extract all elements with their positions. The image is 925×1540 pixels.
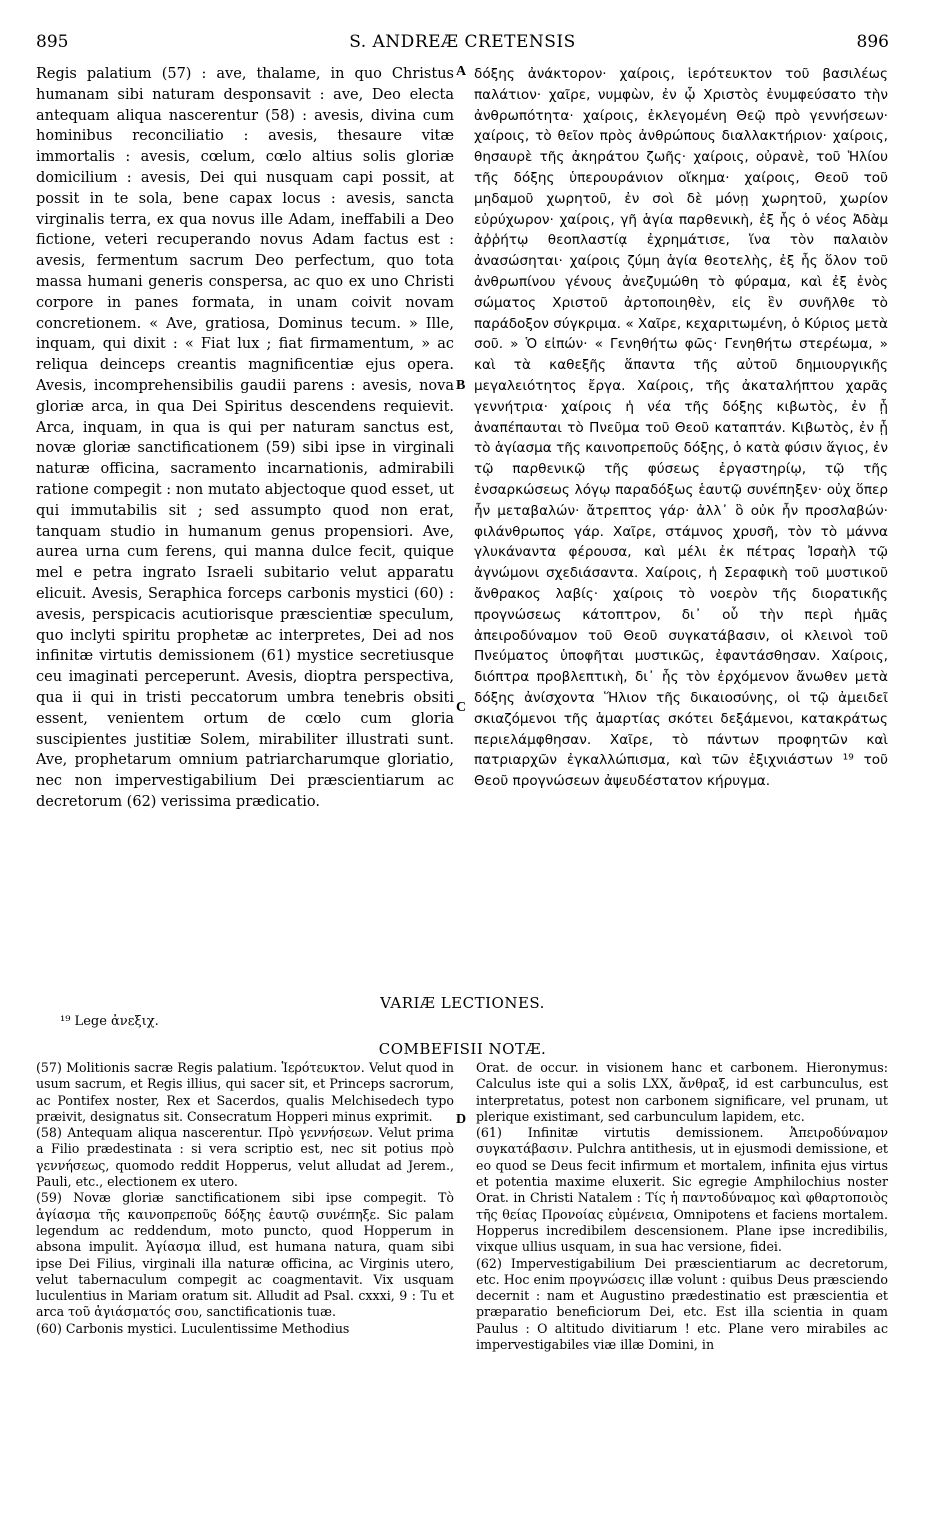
note-paragraph: (60) Carbonis mystici. Luculentissime Methodius bbox=[36, 1320, 350, 1336]
latin-column bbox=[36, 64, 454, 813]
note-paragraph: (59) Novæ gloriæ sanctificationem sibi ipse compegit. Τὸ ἁγίασμα τῆς καινοπρεποῦς δόξης ἑαυτῷ συνέπηξε. Sic palam legendum ac reddendum, moto puncto, quod Hopperum in absona impulit. Ἁγίασμα illud, est humana natura, quam sibi ipse Dei Filius, virginali illa naturæ officina, ac Virginis utero, velut tabernaculum compegit ac coagmentavit. Vix usquam luculentius in Mariam oratum sit. Alludit ad Psal. cxxxi, 9 : Tu et arca τοῦ ἁγιάσματός σου, sanctificationis tuæ. bbox=[36, 1190, 454, 1320]
notes-title: COMBEFISII NOTÆ. bbox=[378, 1040, 547, 1058]
greek-column bbox=[474, 64, 888, 792]
footnote: ¹⁹ Lege ἀνεξιχ. bbox=[60, 1014, 159, 1029]
page-number-left: 895 bbox=[36, 32, 69, 52]
running-title: S. ANDREÆ CRETENSIS bbox=[349, 32, 576, 52]
margin-marker-a: A bbox=[456, 64, 467, 79]
margin-marker-d: D bbox=[456, 1112, 467, 1127]
page-number-right: 896 bbox=[856, 32, 889, 52]
note-paragraph: (61) Infinitæ virtutis demissionem. Ἀπειροδύναμον συγκατάβασιν. Pulchra antithesis, ut in ejusmodi demissione, et eo quod se Deus fecit infirmum et mortalem, infinita ejus virtus et potentia maxime eluxerit. Sic egregie Amphilochius noster Orat. in Christi Natalem : Τίς ἡ παντοδύναμος καὶ φθαρτοποιὸς τῆς θείας Προνοίας εὐμένεια, Omnipotens et faciens mortalem. Hopperus incredibilem descensionem. Plane ipse incredibilis, vixque ullius usquam, in sua hac versione, fidei. bbox=[476, 1125, 888, 1255]
note-paragraph: Orat. de occur. in visionem hanc et carbonem. Hieronymus: Calculus iste qui a solis LXX, ἄνθραξ, id est carbunculus, est interpretatus, potest non carbonem significare, vel prunam, ut plerique existimant, sed carbunculum lapidem, etc. bbox=[476, 1060, 888, 1124]
note-paragraph: (62) Impervestigabilium Dei præscientiarum ac decretorum, etc. Hoc enim προγνώσεις illæ volunt : quibus Deus præsciendo decernit : nam et Augustino prædestinatio est præscientia et præparatio beneficiorum Dei, etc. Est illa scientia in quam Paulus : O altitudo divitiarum ! etc. Plane vero mirabiles ac impervestigabiles viæ illæ Domini, in bbox=[476, 1255, 888, 1353]
margin-marker-b: B bbox=[456, 378, 466, 393]
latin-paragraph: Regis palatium (57) : ave, thalame, in quo Christus humanam sibi naturam desponsavit : ave, Deo electa antequam aliqua nascerentur (58) : avesis, divina cum hominibus reconciliatio : avesis, thesaure vitæ immortalis : avesis, cœlum, cœlo altius solis gloriæ domicilium : avesis, Dei qui nusquam capi possit, at possit in te sola, bene capax locus : avesis, sancta virginalis terra, ex qua novus ille Adam, ineffabili a Deo fictione, veteri recuperando novus Adam factus est : avesis, fermentum sacrum Deo perfectum, quo tota massa humani generis conspersa, ac quo ex uno Christi corpore in panes formata, in unam coivit novam concretionem. « Ave, gratiosa, Dominus tecum. » Ille, inquam, qui dixit : « Fiat lux ; fiat firmamentum, » ac reliqua deinceps creantis magnificentiæ ejus opera. Avesis, incomprehensibilis gaudii parens : avesis, nova gloriæ arca, in qua Dei Spiritus descendens requievit. Arca, inquam, in qua is qui per naturam sanctus est, novæ gloriæ sanctificationem (59) sibi ipse in virginali naturæ officina, sacramento incarnationis, admirabili ratione compegit : non mutato abjectoque quod esset, ut qui immutabilis sit ; sed assumpto quod non erat, tanquam studio in humanum genus propensiori. Ave, aurea urna cum ferens, qui manna dulce fecit, quique mel e petra ingrato Israeli subitario velut apparatu elicuit. Avesis, Seraphica forceps carbonis mystici (60) : avesis, perspicacis acutiorisque præscientiæ speculum, quo inclyti spiritu prophetæ ac interpretes, Dei ad nos infinitæ virtutis demissionem (61) mystice secretiusque ceu imaginati perceperunt. Avesis, dioptra perspectiva, qua ii qui in tristi peccatorum umbra tenebris obsiti essent, venientem ortum de cœlo cum gloria suscipientes justitiæ Solem, mirabiliter illustrati sunt. Ave, prophetarum omnium patriarcharumque gloriatio, nec non impervestigabilium Dei præscientiarum ac decretorum (62) verissima prædicatio. bbox=[36, 66, 454, 810]
note-paragraph: (57) Molitionis sacræ Regis palatium. Ἱερότευκτον. Velut quod in usum sacrum, et Regis illius, qui sacer sit, et Princeps sacrorum, ac Pontifex noster, Rex et Sacerdos, qualis Melchisedech typo præivit, designatus sit. Consecratum Hopperi minus exprimit. bbox=[36, 1060, 454, 1124]
greek-paragraph: δόξης ἀνάκτορον· χαίροις, ἱερότευκτον τοῦ βασιλέως παλάτιον· χαῖρε, νυμφὼν, ἐν ᾧ Χριστὸς ἐνυμφεύσατο τὴν ἀνθρωπότητα· χαίροις, ἐκλεγομένη Θεῷ πρὸ γεννήσεων· χαίροις, τὸ θεῖον πρὸς ἀνθρώπους διαλλακτήριον· χαίροις, θησαυρὲ τῆς ἀκηράτου ζωῆς· χαίροις, οὐρανὲ, τοῦ Ἡλίου τῆς δόξης ὑπερουράνιον οἴκημα· χαίροις, Θεοῦ τοῦ μηδαμοῦ χωρητοῦ, ἐν σοὶ δὲ μόνῃ χωρητοῦ, χωρίον εὐρύχωρον· χαίροις, γῆ ἁγία παρθενικὴ, ἐξ ἧς ὁ νέος Ἀδὰμ ἀῤῥήτῳ θεοπλαστίᾳ ἐχρημάτισε, ἵνα τὸν παλαιὸν ἀνασώσηται· χαίροις ζύμη ἁγία θεοτελὴς, ἐξ ἧς ὅλον τοῦ ἀνθρωπίνου γένους ἀνεζυμώθη τὸ φύραμα, καὶ ἐξ ἑνὸς σώματος Χριστοῦ ἀρτοποιηθὲν, εἰς ἓν συνῆλθε τὸ παράδοξον σύγκριμα. « Χαῖρε, κεχαριτωμένη, ὁ Κύριος μετὰ σοῦ. » Ὁ εἰπών· « Γενηθήτω φῶς· Γενηθήτω στερέωμα, » καὶ τὰ καθεξῆς ἅπαντα τῆς αὐτοῦ δημιουργικῆς μεγαλειότητος ἔργα. Χαίροις, τῆς ἀκαταλήπτου χαρᾶς γεννήτρια· χαίροις ἡ νέα τῆς δόξης κιβωτὸς, ἐν ᾗ ἀναπέπαυται τὸ Πνεῦμα τοῦ Θεοῦ καταπτάν. Κιβωτὸς, ἐν ᾗ τὸ ἁγίασμα τῆς καινοπρεποῦς δόξης, ὁ κατὰ φύσιν ἅγιος, ἐν τῷ παρθενικῷ τῆς φύσεως ἐργαστηρίῳ, τῷ τῆς ἐνσαρκώσεως λόγῳ παραδόξως ἑαυτῷ συνέπηξεν· οὐχ ὅπερ ἦν μεταβαλών· ἄτρεπτος γάρ· ἀλλ᾽ ὃ οὐκ ἦν προσλαβών· φιλάνθρωπος γάρ. Χαῖρε, στάμνος χρυσῆ, τὸν τὸ μάννα γλυκάναντα φέρουσα, καὶ μέλι ἐκ πέτρας Ἰσραὴλ τῷ ἀγνώμονι σχεδιάσαντα. Χαίροις, ἡ Σεραφικὴ τοῦ μυστικοῦ ἄνθρακος λαβίς· χαίροις τὸ νοερὸν τῆς διορατικῆς προγνώσεως κάτοπτρον, δι᾽ οὗ τὴν περὶ ἡμᾶς ἀπειροδύναμον τοῦ Θεοῦ συγκατάβασιν, οἱ κλεινοὶ τοῦ Πνεύματος ὑποφῆται μυστικῶς, ἐφαντάσθησαν. Χαίροις, διόπτρα προβλεπτικὴ, δι᾽ ἧς τὸν ἐρχόμενον ἄνωθεν μετὰ δόξης ἀνίσχοντα Ἥλιον τῆς δικαιοσύνης, οἱ τῷ ἀμειδεῖ σκιαζόμενοι τῆς ἁμαρτίας σκότει δεξάμενοι, κατακράτως περιελάμφθησαν. Χαῖρε, τὸ πάντων προφητῶν καὶ πατριαρχῶν ἐγκαλλώπισμα, καὶ τῶν ἐξιχνιάστων ¹⁹ τοῦ Θεοῦ προγνώσεων ἀψευδέστατον κήρυγμα. bbox=[474, 66, 888, 790]
notes-right-column bbox=[476, 1060, 888, 1353]
notes-left-column bbox=[36, 1060, 454, 1337]
note-paragraph: (58) Antequam aliqua nascerentur. Πρὸ γεννήσεων. Velut prima a Filio prædestinata : si vera scriptio est, nec sit potius πρὸ γεννήσεως, quomodo reddit Hopperus, velut alludat ad Jerem., Pauli, etc., electionem ex utero. bbox=[36, 1125, 454, 1190]
margin-marker-c: C bbox=[456, 700, 467, 715]
variae-lectiones-title: VARIÆ LECTIONES. bbox=[380, 994, 545, 1012]
